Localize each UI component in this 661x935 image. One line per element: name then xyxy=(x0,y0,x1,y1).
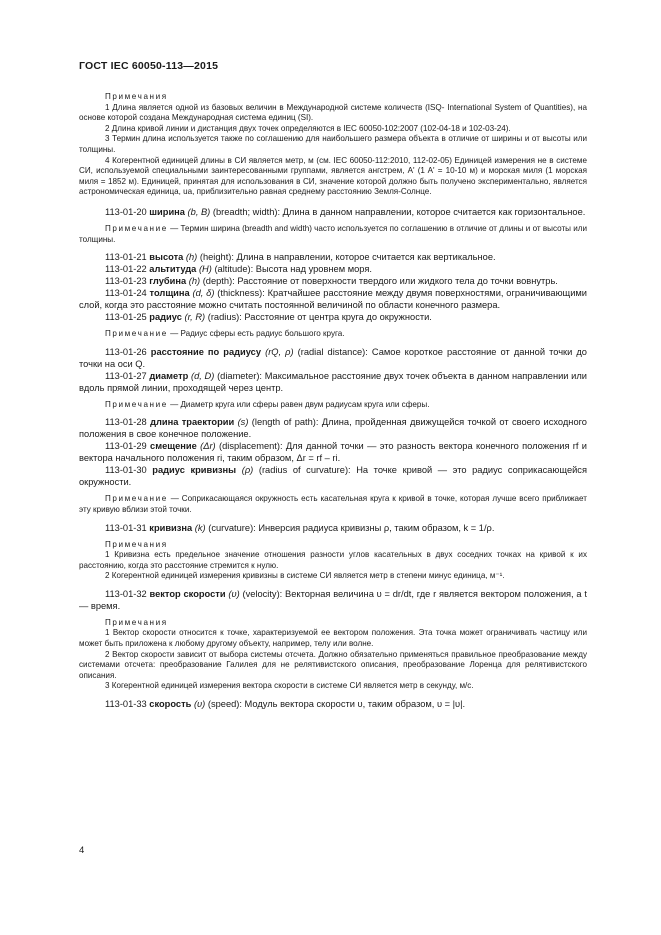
note-paragraph: 4 Когерентной единицей длины в СИ является метр, м (см. IEC 60050-112:2010, 112-02-05) Единицей измерения не в системе СИ, используемой специальными заинтересованными группами, является ангстрем, A' (1 A' = 10-10 м) и морская миля (1 морская миля = 1852 м). Единицей, принятая для использования в СИ, значение которой должно быть получено экспериментально, является астрономическая единица, ua, приблизительно равная среднему расстоянию Земля-Солнце. xyxy=(79,155,587,197)
entry-113-01-21: 113-01-21 высота (h) (height): Длина в направлении, которое считается как вертикальное. xyxy=(105,252,496,263)
note-paragraph: 3 Термин длина используется также по соглашению для наибольшего размера объекта в отличие от ширины и от высоты или толщины. xyxy=(79,134,587,154)
page-content xyxy=(79,92,587,710)
entry-113-01-20: 113-01-20 ширина (b, B) (breadth; width): Длина в данном направлении, которое считается как горизонтальное. xyxy=(105,206,586,217)
note-paragraph: 2 Когерентной единицей измерения кривизны в системе СИ является метр в степени минус единица, м⁻¹. xyxy=(105,571,505,581)
page-header: ГОСТ IEC 60050-113—2015 xyxy=(79,60,219,72)
page-number: 4 xyxy=(79,845,85,856)
entry-113-01-27: 113-01-27 диаметр (d, D) (diameter): Максимальное расстояние двух точек объекта в данном направлении или вдоль прямой линии, проходящей через центр. xyxy=(79,370,587,393)
entry-113-01-22: 113-01-22 альтитуда (H) (altitude): Высота над уровнем моря. xyxy=(105,264,372,275)
note-paragraph: 1 Вектор скорости относится к точке, характеризуемой ее вектором положения. Эта точка может ограничивать частицу или может быть приложена к любому другому объекту, например, телу или волне. xyxy=(79,628,587,649)
notes-title: Примечания xyxy=(105,92,168,101)
entry-113-01-24: 113-01-24 толщина (d, δ) (thickness): Кратчайшее расстояние между двумя поверхностями, ограничивающими слой, когда это расстояние можно считать постоянной величиной по области конечного размера. xyxy=(79,288,587,311)
entry-113-01-31: 113-01-31 кривизна (k) (curvature): Инверсия радиуса кривизны ρ, таким образом, k = 1/ρ. xyxy=(105,522,495,533)
entry-113-01-30: 113-01-30 радиус кривизны (ρ) (radius of curvature): На точке кривой — это радиус соприкасающейся окружности. xyxy=(79,465,587,488)
entry-note: Примечание — Соприкасающаяся окружность есть касательная круга к кривой в точке, которая лучше всего приближает эту кривую вблизи этой точки. xyxy=(79,494,587,514)
note-paragraph: 1 Кривизна есть предельное значение отношения разности углов касательных в двух соседних точках на кривой к их расстоянию, когда это расстояние стремится к нулю. xyxy=(79,550,587,570)
note-paragraph: 2 Вектор скорости зависит от выбора системы отсчета. Должно обязательно применяться правильное преобразование между системами отсчета: преобразование Галилея для не релятивистского описания, преобразование Лоренца для релятивистского описания. xyxy=(79,649,587,680)
note-paragraph: 2 Длина кривой линии и дистанция двух точек определяются в IEC 60050-102:2007 (102-04-18 и 102-03-24). xyxy=(105,123,511,133)
entry-113-01-28: 113-01-28 длина траектории (s) (length of path): Длина, пройденная движущейся точкой от своего исходного положения в свое конечное положение. xyxy=(79,417,587,440)
notes-title: Примечания xyxy=(105,617,168,627)
entry-113-01-23: 113-01-23 глубина (h) (depth): Расстояние от поверхности твердого или жидкого тела до точки вовнутрь. xyxy=(105,276,558,287)
entry-113-01-32: 113-01-32 вектор скорости (υ) (velocity): Векторная величина υ = dr/dt, где r является вектором положения, a t — время. xyxy=(79,588,587,611)
notes-title: Примечания xyxy=(105,539,168,549)
entry-note: Примечание — Диаметр круга или сферы равен двум радиусам круга или сферы. xyxy=(105,399,430,409)
entry-note: Примечание — Термин ширина (breadth and width) часто используется по соглашению в отличие от длины и от высоты или толщины. xyxy=(79,223,588,244)
note-paragraph: 1 Длина является одной из базовых величин в Международной системе количеств (ISQ- International System of Quantities), на основе которой создана Международная система единиц (SI). xyxy=(79,102,587,123)
note-paragraph: 3 Когерентной единицей измерения вектора скорости в системе СИ является метр в секунду, м/с. xyxy=(105,681,474,691)
entry-note: Примечание — Радиус сферы есть радиус большого круга. xyxy=(105,329,345,339)
entry-113-01-33: 113-01-33 скорость (υ) (speed): Модуль вектора скорости υ, таким образом, υ = |υ|. xyxy=(105,699,466,710)
entry-113-01-25: 113-01-25 радиус (r, R) (radius): Расстояние от центра круга до окружности. xyxy=(105,312,432,323)
entry-113-01-29: 113-01-29 смещение (Δr) (displacement): Для данной точки — это разность вектора конечного положения rf и вектора начального положения ri, таким образом, Δr = rf – ri. xyxy=(79,441,588,464)
entry-113-01-26: 113-01-26 расстояние по радиусу (rQ, ρ) (radial distance): Самое короткое расстояние от данной точки до точки на оси Q. xyxy=(79,346,587,369)
